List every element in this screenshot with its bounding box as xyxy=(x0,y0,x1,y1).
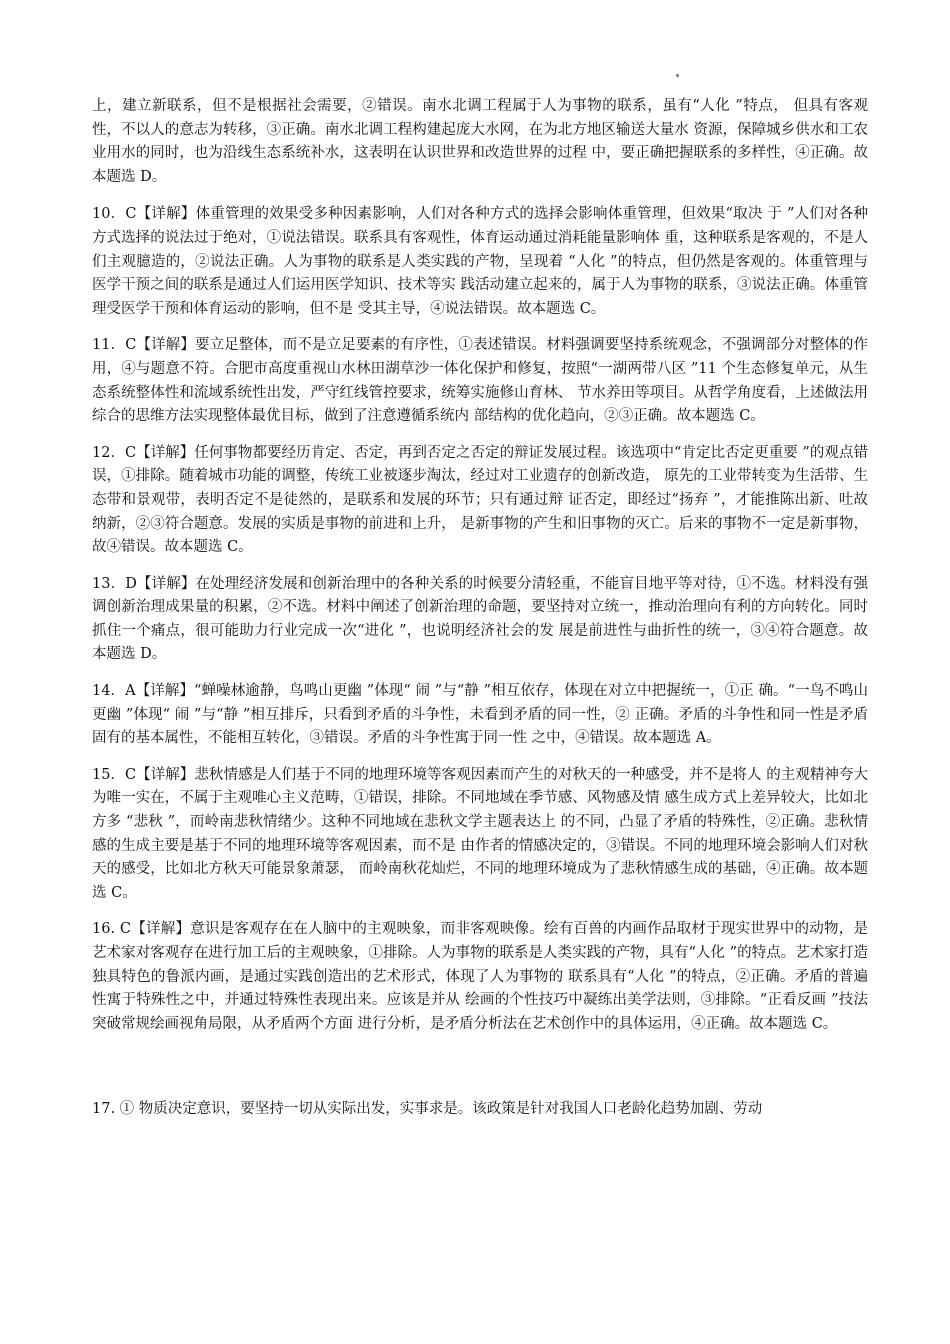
paragraph-q12: 12．C【详解】任何事物都要经历肯定、否定，再到否定之否定的辩证发展过程。该选项中“肯定比否定更重要 ”的观点错误，①排除。随着城市功能的调整，传统工业被逐步淘汰，经过对工业遗存的创新改造， 原先的工业带转变为生活带、生态带和景观带，表明否定不是徒然的，是联系和发展的环节；只有通过辩 证否定，即经过“扬弃 ”，才能推陈出新、吐故纳新，②③符合题意。发展的实质是事物的前进和上升， 是新事物的产生和旧事物的灭亡。后来的事物不一定是新事物，故④错误。故本题选 C。 xyxy=(92,444,868,556)
paragraph-q13: 13．D【详解】在处理经济发展和创新治理中的各种关系的时候要分清轻重，不能盲目地平等对待，①不选。材料没有强调创新治理成果量的积累，②不选。材料中阐述了创新治理的命题，要坚持对立统一，推动治理向有利的方向转化。同时抓住一个痛点，很可能助力行业完成一次“进化 ”，也说明经济社会的发 展是前进性与曲折性的统一，③④符合题意。故本题选 D。 xyxy=(92,575,868,663)
paragraph-q9-continuation: 上，建立新联系，但不是根据社会需要，②错误。南水北调工程属于人为事物的联系，虽有“人化 ”特点， 但具有客观性，不以人的意志为转移，③正确。南水北调工程构建起庞大水网，在为北方地区输送大量水 资源，保障城乡供水和工农业用水的同时，也为沿线生态系统补水，这表明在认识世界和改造世界的过程 中，要正确把握联系的多样性，④正确。故本题选 D。 xyxy=(92,98,868,185)
paragraph-q14: 14．A【详解】“蝉噪林逾静，鸟鸣山更幽 ”体现“ 闹 ”与“静 ”相互依存，体现在对立中把握统一，①正 确。“一鸟不鸣山更幽 ”体现“ 闹 ”与“静 ”相互排斥，只看到矛盾的斗争性，未看到矛盾的同一性，② 正确。矛盾的斗争性和同一性是矛盾固有的基本属性，不能相互转化，③错误。矛盾的斗争性寓于同一性 之中，④错误。故本题选 A。 xyxy=(92,683,868,747)
paragraph-q15: 15．C【详解】悲秋情感是人们基于不同的地理环境等客观因素而产生的对秋天的一种感受，并不是将人 的主观精神夸大为唯一实在，不属于主观唯心主义范畴，①错误，排除。不同地域在季节感、风物感及情 感生成方式上差异较大，比如北方多 “悲秋 ”，而岭南悲秋情绪少。这种不同地域在悲秋文学主题表达上 的不同，凸显了矛盾的特殊性，②正确。悲秋情感的生成主要是基于不同的地理环境等客观因素，而不是 由作者的情感决定的，③错误。不同的地理环境会影响人们对秋天的感受，比如北方秋天可能景象萧瑟， 而岭南秋花灿烂，不同的地理环境成为了悲秋情感生成的基础，④正确。故本题选 C。 xyxy=(92,766,868,901)
answer-explanations xyxy=(92,95,868,1135)
paragraph-q16: 16. C【详解】意识是客观存在在人脑中的主观映象，而非客观映像。绘有百兽的内画作品取材于现实世界中的动物，是艺术家对客观存在进行加工后的主观映象，①排除。人为事物的联系是人类实践的产物，具有“人化 ”的特点。艺术家打造独具特色的鲁派内画，是通过实践创造出的艺术形式，体现了人为事物的 联系具有“人化 ”的特点，②正确。矛盾的普遍性寓于特殊性之中，并通过特殊性表现出来。应该是并从 绘画的个性技巧中凝练出美学法则，③排除。“正看反画 ”技法突破常规绘画视角局限，从矛盾两个方面 进行分析，是矛盾分析法在艺术创作中的具体运用，④正确。故本题选 C。 xyxy=(92,921,868,1032)
page-marker-dot xyxy=(676,74,679,77)
paragraph-q17: 17. ① 物质决定意识，要坚持一切从实际出发，实事求是。该政策是针对我国人口老龄化趋势加剧、劳动 xyxy=(92,1101,763,1118)
paragraph-q10: 10．C【详解】体重管理的效果受多种因素影响，人们对各种方式的选择会影响体重管理，但效果“取决 于 ”人们对各种方式选择的说法过于绝对，①说法错误。联系具有客观性，体育运动通过消耗能量影响体 重，这种联系是客观的，不是人们主观臆造的，②说法正确。人为事物的联系是人类实践的产物，呈现着 “人化 ”的特点，但仍然是客观的。体重管理与医学干预之间的联系是通过人们运用医学知识、技术等实 践活动建立起来的，属于人为事物的联系，③说法正确。体重管理受医学干预和体育运动的影响，但不是 受其主导，④说法错误。故本题选 C。 xyxy=(92,206,868,317)
paragraph-q11: 11．C【详解】要立足整体，而不是立足要素的有序性，①表述错误。材料强调要坚持系统观念，不强调部分对整体的作用，④与题意不符。合肥市高度重视山水林田湖草沙一体化保护和修复，按照“一湖两带八区 ”11 个生态修复单元，从生态系统整体性和流域系统性出发，严守红线管控要求，统筹实施修山育林、 节水养田等项目。从哲学角度看，上述做法用综合的思维方法实现整体最优目标，做到了注意遵循系统内 部结构的优化趋向，②③正确。故本题选 C。 xyxy=(92,337,868,425)
